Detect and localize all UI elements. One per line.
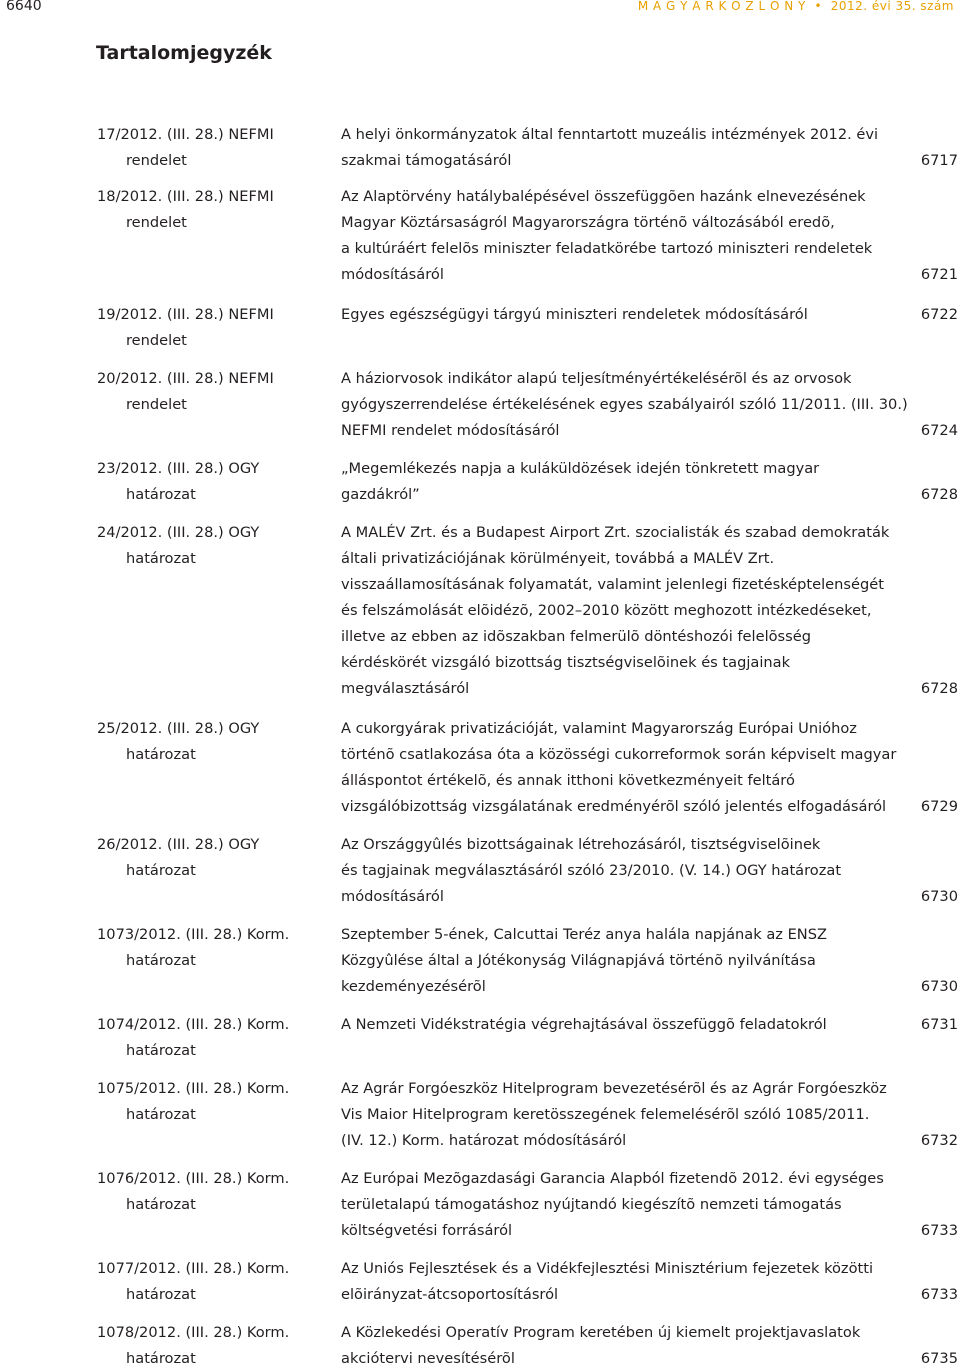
reference-type: rendelet — [126, 396, 187, 413]
entry-title-line: és felszámolását elõidézõ, 2002–2010 között meghozott intézkedéseket, — [341, 602, 872, 619]
entry-title-line: „Megemlékezés napja a kuláküldözések idején tönkretett magyar — [341, 460, 820, 477]
entry-title — [341, 520, 901, 702]
reference-type: rendelet — [126, 152, 187, 169]
reference-type: határozat — [126, 1350, 196, 1367]
entry-title-line: gazdákról” — [341, 486, 420, 503]
entry-reference — [97, 1320, 327, 1372]
entry-title-line: álláspontot értékelõ, és annak itthoni következményeit feltáró — [341, 772, 795, 789]
entry-title-line: területalapú támogatáshoz nyújtandó kiegészítõ nemzeti támogatás — [341, 1196, 842, 1213]
entry-page-number: 6730 — [920, 888, 958, 905]
entry-reference — [97, 302, 327, 354]
entry-title-line: A Nemzeti Vidékstratégia végrehajtásával összefüggõ feladatokról — [341, 1016, 827, 1033]
entry-title-line: visszaállamosításának folyamatát, valamint jelenlegi fizetésképtelenségét — [341, 576, 884, 593]
entry-title — [341, 1166, 901, 1244]
reference-number: 19/2012. (III. 28.) NEFMI — [97, 306, 274, 323]
entry-title-line: általi privatizációjának körülményeit, továbbá a MALÉV Zrt. — [341, 550, 775, 567]
entry-reference — [97, 520, 327, 572]
entry-reference — [97, 122, 327, 174]
entry-title — [341, 832, 901, 910]
entry-title-line: módosításáról — [341, 888, 444, 905]
entry-title-line: illetve az ebben az idõszakban felmerülõ döntéshozói felelõsség — [341, 628, 811, 645]
entry-title-line: Vis Maior Hitelprogram keretösszegének felemelésérõl szóló 1085/2011. — [341, 1106, 870, 1123]
entry-title — [341, 1012, 901, 1038]
entry-title-line: módosításáról — [341, 266, 444, 283]
reference-number: 1078/2012. (III. 28.) Korm. — [97, 1324, 290, 1341]
reference-type: rendelet — [126, 332, 187, 349]
reference-number: 1077/2012. (III. 28.) Korm. — [97, 1260, 290, 1277]
reference-number: 26/2012. (III. 28.) OGY — [97, 836, 260, 853]
entry-title — [341, 1076, 901, 1154]
entry-title-line: és tagjainak megválasztásáról szóló 23/2010. (V. 14.) OGY határozat — [341, 862, 842, 879]
entry-title-line: Egyes egészségügyi tárgyú miniszteri rendeletek módosításáról — [341, 306, 808, 323]
entry-page-number: 6732 — [920, 1132, 958, 1149]
entry-reference — [97, 1012, 327, 1064]
reference-number: 1076/2012. (III. 28.) Korm. — [97, 1170, 290, 1187]
entry-reference — [97, 1166, 327, 1218]
entry-title — [341, 1256, 901, 1308]
entry-title-line: Az Uniós Fejlesztések és a Vidékfejlesztési Minisztérium fejezetek közötti — [341, 1260, 874, 1277]
entry-title-line: szakmai támogatásáról — [341, 152, 512, 169]
reference-type: rendelet — [126, 214, 187, 231]
reference-type: határozat — [126, 550, 196, 567]
entry-title-line: megválasztásáról — [341, 680, 470, 697]
entry-page-number: 6721 — [920, 266, 958, 283]
entry-title-line: történõ csatlakozása óta a közösségi cukorreformok során képviselt magyar — [341, 746, 897, 763]
entry-title-line: Magyar Köztársaságról Magyarországra történõ változásából eredõ, — [341, 214, 835, 231]
page-number: 6640 — [6, 0, 42, 14]
entry-title-line: Az Alaptörvény hatálybalépésével összefüggõen hazánk elnevezésének — [341, 188, 866, 205]
entry-title-line: költségvetési forrásáról — [341, 1222, 513, 1239]
entry-page-number: 6717 — [920, 152, 958, 169]
entry-title — [341, 366, 908, 444]
reference-number: 23/2012. (III. 28.) OGY — [97, 460, 260, 477]
entry-title-line: gyógyszerrendelése értékelésének egyes szabályairól szóló 11/2011. (III. 30.) — [341, 396, 908, 413]
reference-type: határozat — [126, 1106, 196, 1123]
entry-page-number: 6735 — [920, 1350, 958, 1367]
entry-reference — [97, 716, 327, 768]
entry-title-line: akciótervi nevesítésérõl — [341, 1350, 515, 1367]
journal-name: M A G Y A R K Ö Z L Ö N Y — [637, 0, 806, 13]
reference-number: 1073/2012. (III. 28.) Korm. — [97, 926, 290, 943]
running-head — [638, 0, 954, 13]
entry-title-line: elõirányzat-átcsoportosításról — [341, 1286, 559, 1303]
entry-title — [341, 1320, 901, 1372]
entry-title-line: Az Agrár Forgóeszköz Hitelprogram bevezetésérõl és az Agrár Forgóeszköz — [341, 1080, 887, 1097]
entry-title-line: A Közlekedési Operatív Program keretében új kiemelt projektjavaslatok — [341, 1324, 861, 1341]
entry-title-line: kezdeményezésérõl — [341, 978, 486, 995]
entry-title-line: Az Európai Mezõgazdasági Garancia Alapból fizetendõ 2012. évi egységes — [341, 1170, 884, 1187]
entry-reference — [97, 184, 327, 236]
entry-title — [341, 716, 901, 820]
reference-number: 17/2012. (III. 28.) NEFMI — [97, 126, 274, 143]
entry-page-number: 6731 — [920, 1016, 958, 1033]
entry-title-line: NEFMI rendelet módosításáról — [341, 422, 560, 439]
entry-title — [341, 184, 901, 288]
entry-title — [341, 122, 901, 174]
issue-label: 2012. évi 35. szám — [830, 0, 954, 13]
entry-title-line: Közgyûlése által a Jótékonyság Világnapjává történõ nyilvánítása — [341, 952, 816, 969]
separator-dot: • — [810, 0, 827, 13]
reference-type: határozat — [126, 746, 196, 763]
entry-title-line: A MALÉV Zrt. és a Budapest Airport Zrt. szocialisták és szabad demokraták — [341, 524, 890, 541]
entry-page-number: 6733 — [920, 1222, 958, 1239]
reference-type: határozat — [126, 1042, 196, 1059]
entry-title-line: vizsgálóbizottság vizsgálatának eredményérõl szóló jelentés elfogadásáról — [341, 798, 887, 815]
reference-type: határozat — [126, 862, 196, 879]
entry-title — [341, 456, 901, 508]
entry-page-number: 6728 — [920, 486, 958, 503]
entry-reference — [97, 1076, 327, 1128]
entry-title — [341, 302, 901, 328]
entry-title-line: kérdéskörét vizsgáló bizottság tisztségviselõinek és tagjainak — [341, 654, 791, 671]
reference-type: határozat — [126, 1196, 196, 1213]
entry-title-line: a kultúráért felelõs miniszter feladatkörébe tartozó miniszteri rendeletek — [341, 240, 873, 257]
entry-title-line: A cukorgyárak privatizációját, valamint Magyarország Európai Unióhoz — [341, 720, 857, 737]
page-header — [0, 0, 960, 20]
entry-title-line: A helyi önkormányzatok által fenntartott muzeális intézmények 2012. évi — [341, 126, 879, 143]
entry-page-number: 6728 — [920, 680, 958, 697]
entry-title-line: (IV. 12.) Korm. határozat módosításáról — [341, 1132, 627, 1149]
reference-number: 24/2012. (III. 28.) OGY — [97, 524, 260, 541]
entry-reference — [97, 1256, 327, 1308]
reference-number: 18/2012. (III. 28.) NEFMI — [97, 188, 274, 205]
reference-type: határozat — [126, 952, 196, 969]
entry-title-line: Szeptember 5-ének, Calcuttai Teréz anya halála napjának az ENSZ — [341, 926, 827, 943]
entry-title — [341, 922, 901, 1000]
toc-title: Tartalomjegyzék — [96, 42, 272, 64]
entry-title-line: A háziorvosok indikátor alapú teljesítményértékelésérõl és az orvosok — [341, 370, 852, 387]
reference-number: 1074/2012. (III. 28.) Korm. — [97, 1016, 290, 1033]
entry-title-line: Az Országgyûlés bizottságainak létrehozásáról, tisztségviselõinek — [341, 836, 821, 853]
reference-type: határozat — [126, 1286, 196, 1303]
entry-reference — [97, 456, 327, 508]
entry-page-number: 6722 — [920, 306, 958, 323]
reference-number: 25/2012. (III. 28.) OGY — [97, 720, 260, 737]
entry-page-number: 6729 — [920, 798, 958, 815]
reference-number: 1075/2012. (III. 28.) Korm. — [97, 1080, 290, 1097]
reference-number: 20/2012. (III. 28.) NEFMI — [97, 370, 274, 387]
entry-reference — [97, 832, 327, 884]
entry-reference — [97, 366, 327, 418]
entry-page-number: 6730 — [920, 978, 958, 995]
entry-reference — [97, 922, 327, 974]
entry-page-number: 6724 — [920, 422, 958, 439]
entry-page-number: 6733 — [920, 1286, 958, 1303]
reference-type: határozat — [126, 486, 196, 503]
